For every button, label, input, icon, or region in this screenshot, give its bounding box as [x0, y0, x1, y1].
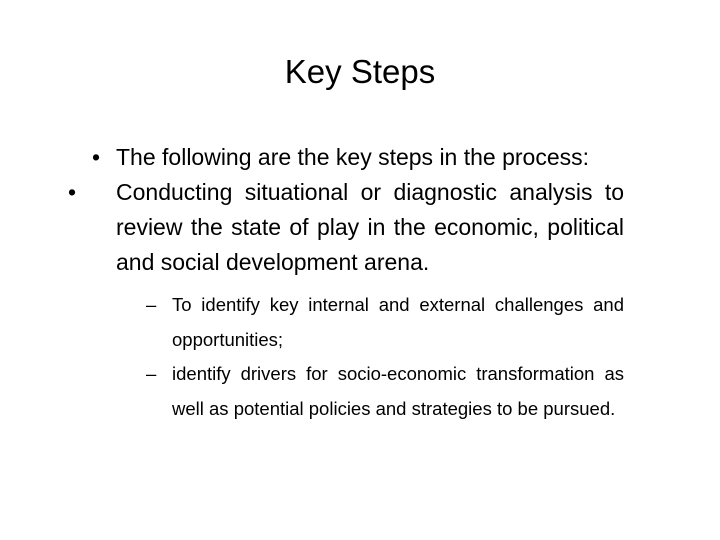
sub-bullet-marker: –	[146, 363, 157, 384]
bullet-marker: •	[92, 144, 101, 170]
bullet-marker: •	[68, 179, 77, 205]
sub-bullet-marker: –	[146, 294, 157, 315]
bullet-text: Conducting situational or diagnostic analysis to review the state of play in the economic, political and social development arena.	[116, 179, 624, 275]
sub-bullet-text: To identify key internal and external challenges and opportunities;	[172, 294, 624, 350]
sub-bullet-item	[116, 288, 624, 357]
bullet-item	[92, 140, 624, 175]
sub-bullet-item	[116, 357, 624, 426]
bullet-item	[68, 175, 624, 426]
bullet-list	[68, 140, 624, 426]
slide-title: Key Steps	[284, 53, 436, 90]
sub-bullet-list	[116, 288, 624, 426]
sub-bullet-text: identify drivers for socio-economic transformation as well as potential policies and strategies to be pursued.	[172, 363, 624, 419]
bullet-text: The following are the key steps in the process:	[116, 144, 590, 170]
